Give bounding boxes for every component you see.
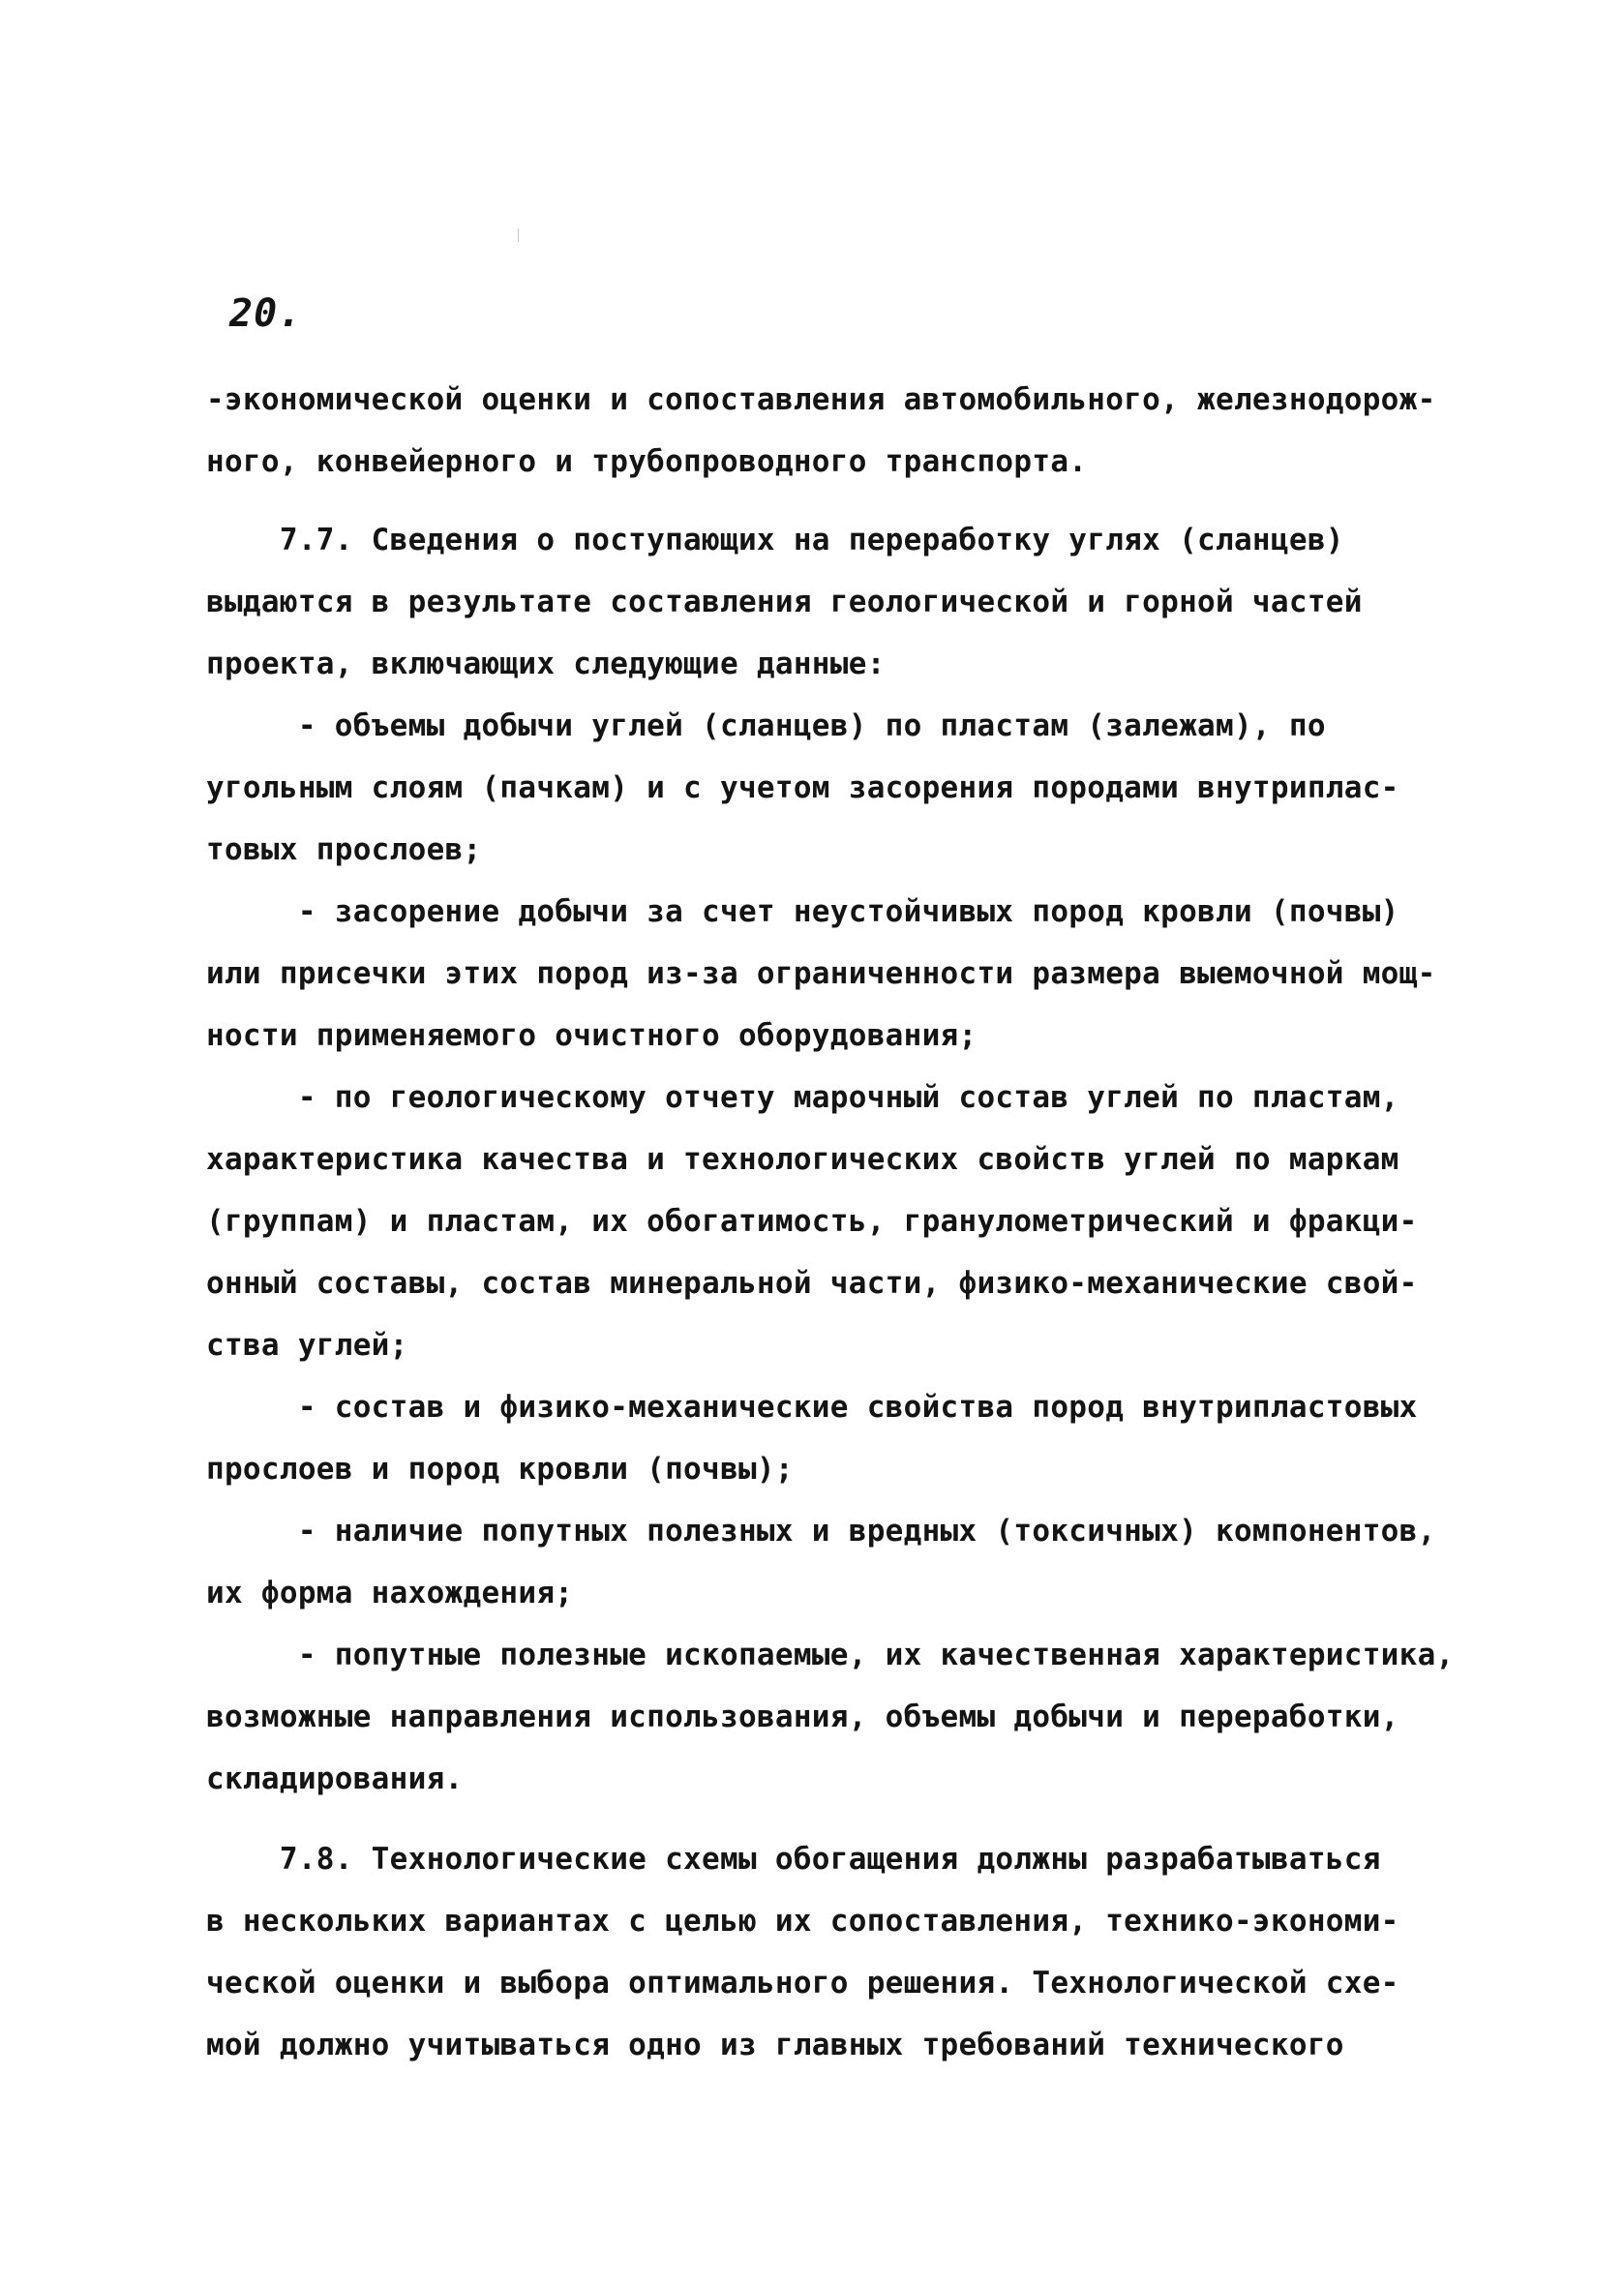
page-number: 20. (229, 291, 303, 336)
text-line: ства углей; (206, 1328, 408, 1363)
text-line: (группам) и пластам, их обогатимость, гранулометрический и фракци- (206, 1204, 1418, 1239)
text-line: - по геологическому отчету марочный состав углей по пластам, (206, 1080, 1399, 1115)
text-line: онный составы, состав минеральной части, физико-механические свой- (206, 1266, 1418, 1301)
scan-mark (518, 228, 519, 242)
text-line: -экономической оценки и сопоставления автомобильного, железнодорож- (206, 382, 1436, 417)
text-line: - наличие попутных полезных и вредных (токсичных) компонентов, (206, 1514, 1436, 1549)
text-line: - попутные полезные ископаемые, их качественная характеристика, (206, 1638, 1455, 1672)
text-line: 7.8. Технологические схемы обогащения должны разрабатываться (206, 1842, 1381, 1877)
text-line: или присечки этих пород из-за ограниченности размера выемочной мощ- (206, 956, 1436, 991)
text-line: - состав и физико-механические свойства пород внутрипластовых (206, 1390, 1418, 1425)
text-line: угольным слоям (пачкам) и с учетом засорения породами внутриплас- (206, 770, 1399, 805)
text-line: выдаются в результате составления геологической и горной частей (206, 585, 1363, 619)
text-line: их форма нахождения; (206, 1576, 574, 1610)
text-line: характеристика качества и технологических свойств углей по маркам (206, 1142, 1399, 1177)
text-line: 7.7. Сведения о поступающих на переработку углях (сланцев) (206, 523, 1344, 557)
text-line: возможные направления использования, объемы добычи и переработки, (206, 1700, 1399, 1734)
text-line: ности применяемого очистного оборудования; (206, 1018, 977, 1053)
text-line: - засорение добычи за счет неустойчивых пород кровли (почвы) (206, 894, 1399, 929)
text-line: мой должно учитываться одно из главных требований технического (206, 2028, 1344, 2062)
text-line: ного, конвейерного и трубопроводного транспорта. (206, 444, 1088, 479)
text-line: складирования. (206, 1761, 464, 1796)
text-line: прослоев и пород кровли (почвы); (206, 1452, 794, 1487)
text-line: проекта, включающих следующие данные: (206, 647, 886, 681)
text-line: - объемы добычи углей (сланцев) по пластам (залежам), по (206, 708, 1326, 743)
text-line: товых прослоев; (206, 832, 482, 867)
text-line: ческой оценки и выбора оптимального решения. Технологической схе- (206, 1966, 1399, 2001)
text-line: в нескольких вариантах с целью их сопоставления, технико-экономи- (206, 1904, 1399, 1939)
